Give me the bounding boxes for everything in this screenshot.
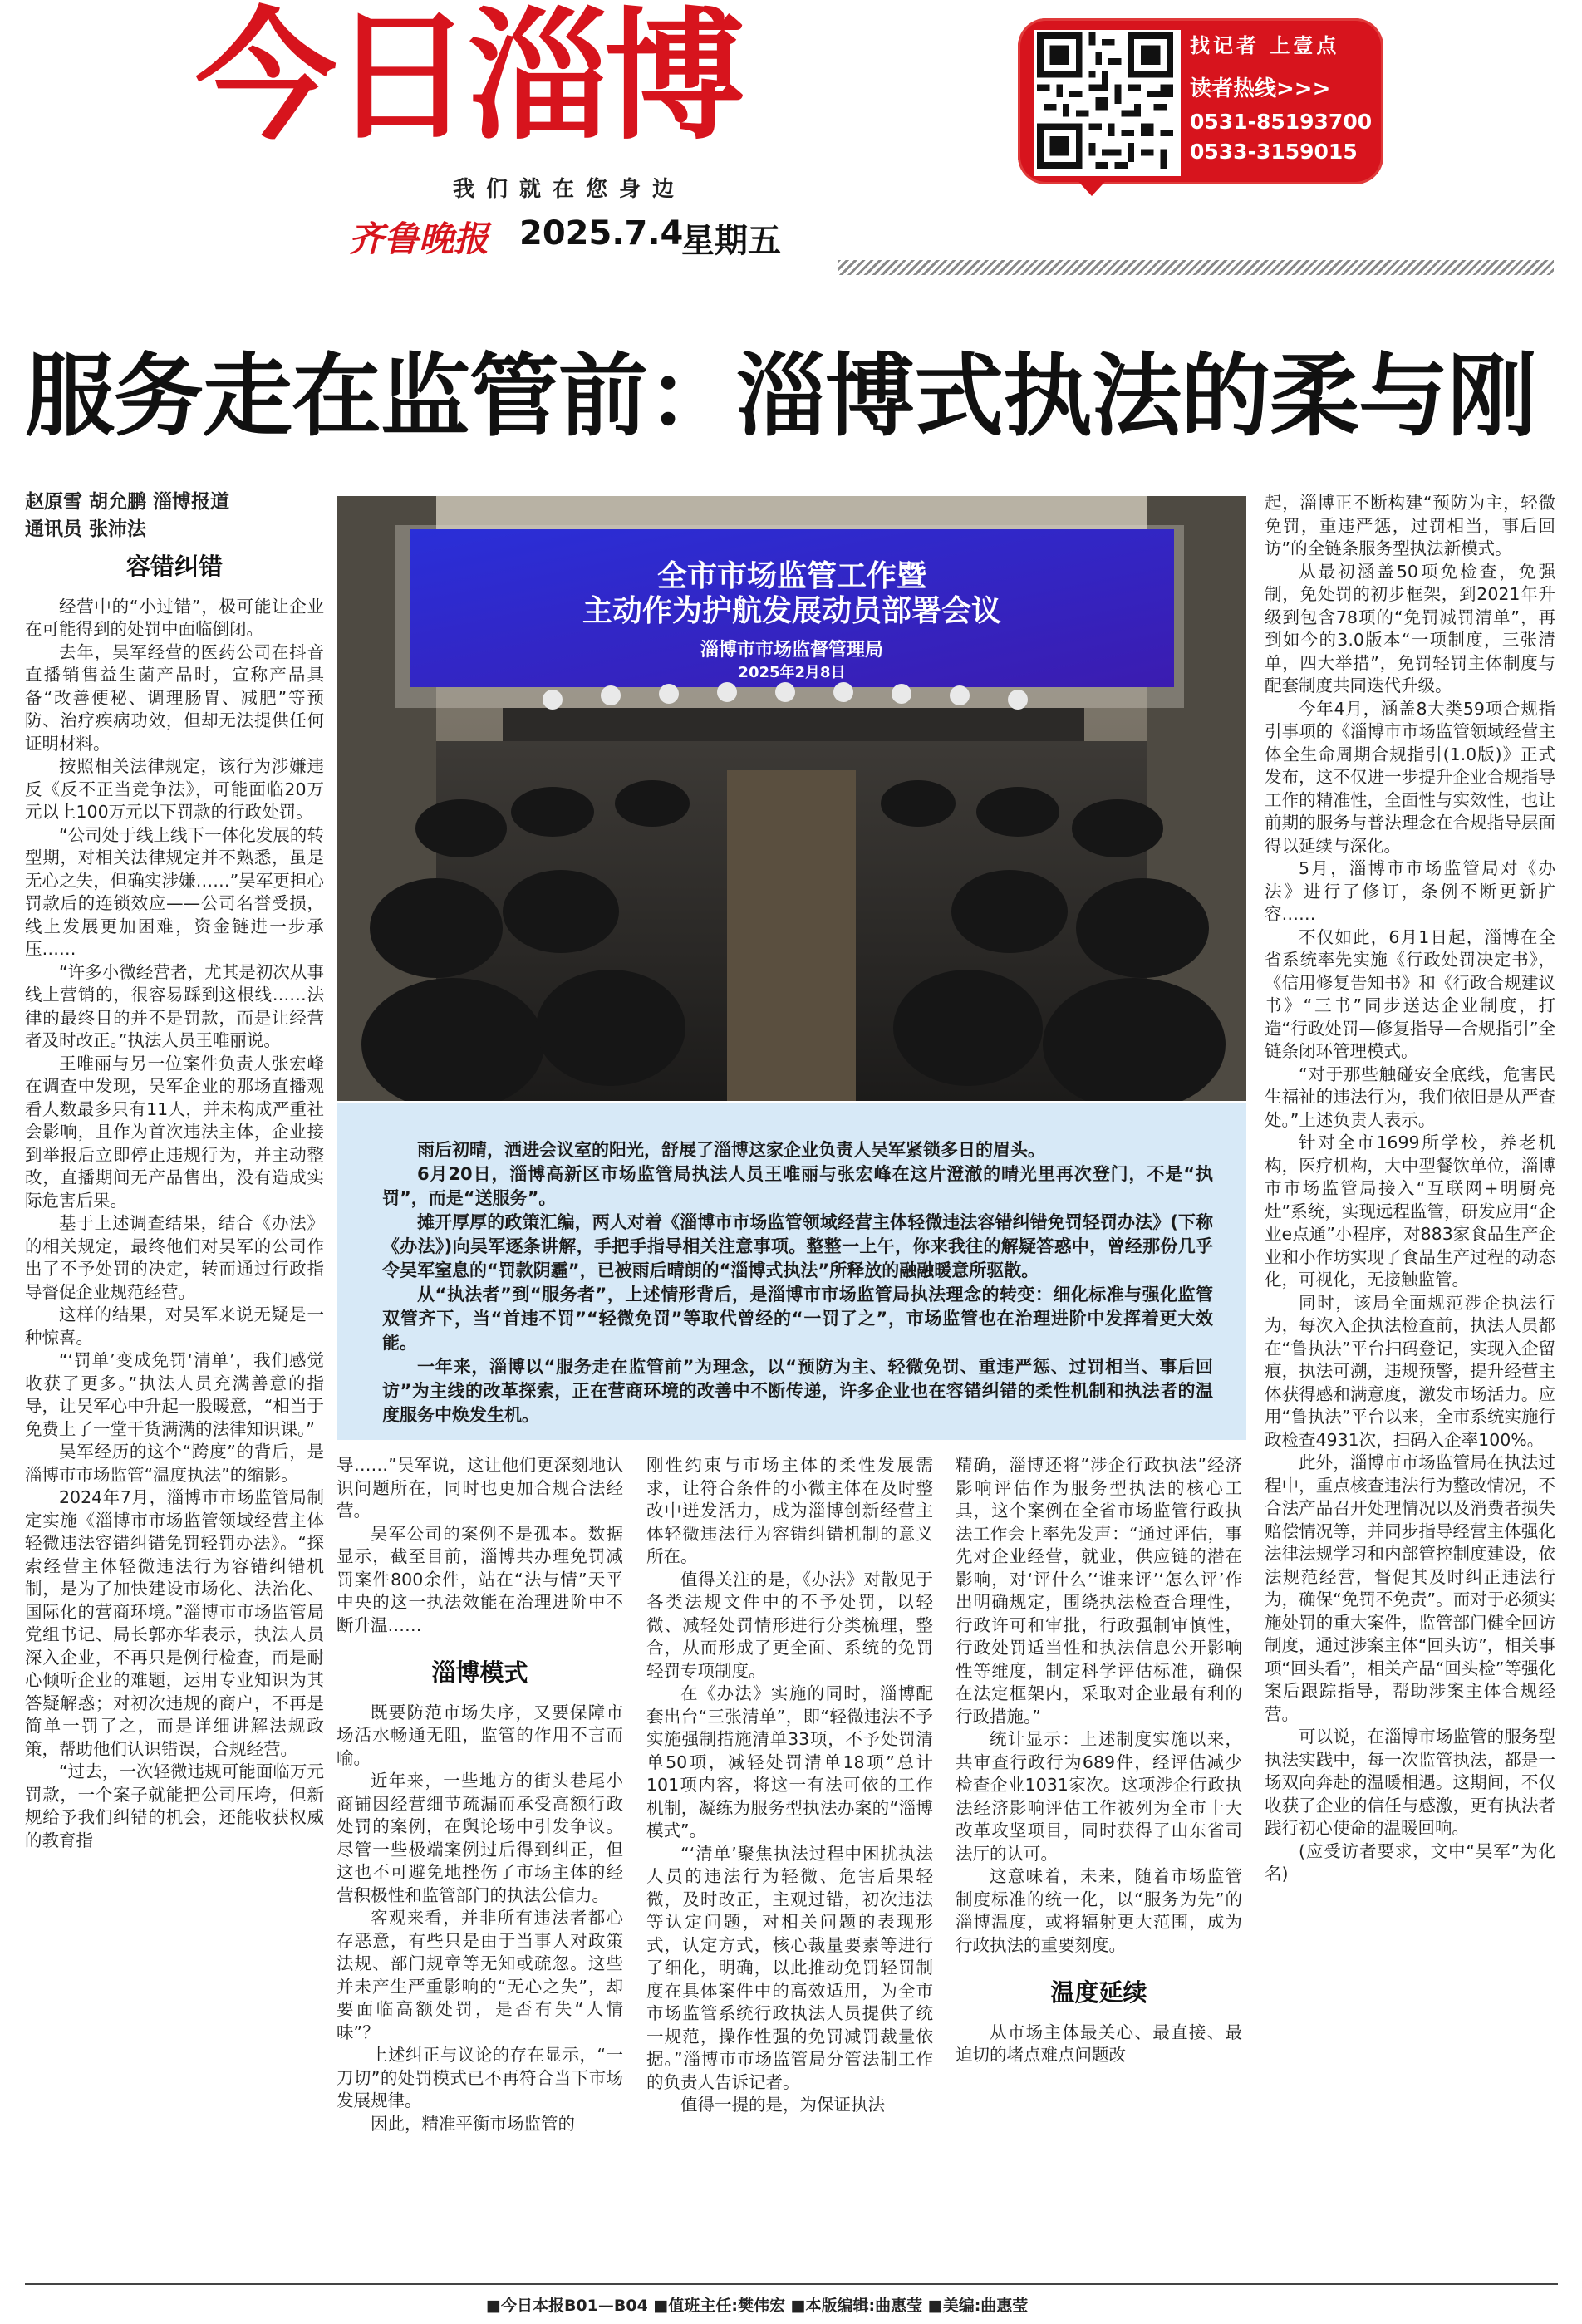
article-column-5 — [1265, 492, 1555, 1886]
paragraph: 吴军经历的这个“跨度”的背后，是淄博市市场监管“温度执法”的缩影。 — [25, 1442, 324, 1485]
paragraph: 5月，淄博市市场监管局对《办法》进行了修订，条例不断更新扩容…… — [1265, 858, 1555, 924]
decorative-hatch-bar — [838, 260, 1554, 275]
paragraph: “对于那些触碰安全底线，危害民生福祉的违法行为，我们依旧是从严查处。”上述负责人表示。 — [1265, 1064, 1555, 1130]
paragraph: 按照相关法律规定，该行为涉嫌违反《反不正当竞争法》，可能面临20万元以上100万元以下罚款的行政处罚。 — [25, 756, 324, 822]
section-subhead: 淄博模式 — [431, 1658, 528, 1687]
paragraph: 今年4月，涵盖8大类59项合规指引事项的《淄博市市场监管领域经营主体全生命周期合规指引(1.0版)》正式发布，这不仅进一步提升企业合规指导工作的精准性，全面性与实效性，也让前期的服务与普法理念在合规指导层面得以延续与深化。 — [1265, 698, 1555, 856]
article-column-3 — [646, 1454, 933, 2117]
qr-code-icon[interactable] — [1034, 30, 1181, 176]
meeting-photo — [337, 496, 1246, 1101]
intro-paragraph: 一年来，淄博以“服务走在监管前”为理念，以“预防为主、轻微免罚、重违严惩、过罚相当、事后回访”为主线的改革探索，正在营商环境的改善中不断传递，许多企业也在容错纠错的柔性机制和执法者的温度服务中焕发生机。 — [382, 1357, 1213, 1425]
paragraph: 针对全市1699所学校，养老机构，医疗机构，大中型餐饮单位，淄博市市场监管局接入“互联网+明厨亮灶”系统，实现远程监管，研发应用“企业e点通”小程序，对883家食品生产企业和小作坊实现了食品生产过程的动态化，可视化，无接触监管。 — [1265, 1133, 1555, 1290]
reader-hotline-label: 读者热线>>> — [1190, 76, 1331, 101]
paragraph: 可以说，在淄博市场监管的服务型执法实践中，每一次监管执法，都是一场双向奔赴的温暖相遇。这期间，不仅收获了企业的信任与感激，更有执法者践行初心使命的温暖回响。 — [1265, 1727, 1555, 1838]
paragraph: 经营中的“小过错”，极可能让企业在可能得到的处罚中面临倒闭。 — [25, 596, 324, 639]
photo-banner-line1: 全市市场监管工作暨 — [656, 559, 927, 593]
paragraph: 这意味着，未来，随着市场监管制度标准的统一化，以“服务为先”的淄博温度，或将辐射更大范围，成为行政执法的重要刻度。 — [956, 1866, 1242, 1955]
paragraph: 同时，该局全面规范涉企执法行为，每次入企执法检查前，执法人员都在“鲁执法”平台扫码登记，实现入企留痕，执法可溯，违规预警，提升经营主体获得感和满意度，激发市场活力。应用“鲁执法”平台以来，全市系统实施行政检查4931次，扫码入企率100%。 — [1265, 1292, 1555, 1450]
page-footer: ■今日本报B01—B04 ■值班主任:樊伟宏 ■本版编辑:曲惠莹 ■美编:曲惠莹 — [486, 2297, 1029, 2315]
paragraph: 2024年7月，淄博市市场监管局制定实施《淄博市市场监管领域经营主体轻微违法容错纠错免罚轻罚办法》。“探索经营主体轻微违法行为容错纠错机制，是为了加快建设市场化、法治化、国际化的营商环境。”淄博市市场监管局党组书记、局长郭亦华表示，执法人员深入企业，不再只是例行检查，而是耐心倾听企业的难题，运用专业知识为其答疑解惑；对初次违规的商户，不再是简单一罚了之，而是详细讲解法规政策，帮助他们认识错误，合规经营。 — [25, 1487, 324, 1759]
paper-name-logo: 齐鲁晚报 — [349, 219, 489, 259]
paragraph: “‘清单’聚焦执法过程中困扰执法人员的违法行为轻微、危害后果轻微，及时改正，主观过错，初次违法等认定问题，对相关问题的表现形式，认定方式，核心裁量要素等进行了细化，明确，以此推动免罚轻罚制度在具体案件中的高效适用，为全市市场监管系统行政执法人员提供了统一规范，操作性强的免罚减罚裁量依据。”淄博市市场监管局分管法制工作的负责人告诉记者。 — [646, 1843, 933, 2092]
section-subhead: 容错纠错 — [125, 553, 223, 581]
paragraph: “过去，一次轻微违规可能面临万元罚款，一个案子就能把公司压垮，但新规给予我们纠错的机会，还能收获权威的教育指 — [25, 1761, 324, 1850]
paragraph: 值得关注的是，《办法》对散见于各类法规文件中的不予处罚，以轻微、减轻处罚情形进行分类梳理，整合，从而形成了更全面、系统的免罚轻罚专项制度。 — [646, 1569, 933, 1681]
intro-paragraph: 雨后初晴，洒进会议室的阳光，舒展了淄博这家企业负责人吴军紧锁多日的眉头。 — [417, 1140, 1045, 1160]
paragraph: 导……”吴军说，这让他们更深刻地认识问题所在，同时也更加合规合法经营。 — [337, 1455, 623, 1521]
paragraph: 从市场主体最关心、最直接、最迫切的堵点难点问题改 — [956, 2022, 1242, 2065]
paragraph: 客观来看，并非所有违法者都心存恶意，有些只是由于当事人对政策法规、部门规章等无知或疏忽。这些并未产生严重影响的“无心之失”，却要面临高额处罚，是否有失“人情味”？ — [337, 1908, 623, 2042]
paragraph: “公司处于线上线下一体化发展的转型期，对相关法律规定并不熟悉，虽是无心之失，但确实涉嫌……”吴军更担心罚款后的连锁效应——公司名誉受损，线上发展更加困难，资金链进一步承压…… — [25, 824, 324, 959]
paragraph: 此外，淄博市市场监管局在执法过程中，重点核查违法行为整改情况，不合法产品召开处理情况以及消费者损失赔偿情况等，并同步指导经营主体强化法律法规学习和内部管控制度建设，依法规范经营，督促其及时纠正违法行为，确保“免罚不免责”。而对于必须实施处罚的重大案件，监管部门健全回访制度，通过涉案主体“回头访”，相关事项“回头看”，相关产品“回头检”等强化案后跟踪指导，帮助涉案主体合规经营。 — [1265, 1452, 1555, 1724]
hotline-box-tail — [1072, 174, 1112, 196]
paragraph: 刚性约束与市场主体的柔性发展需求，让符合条件的小微主体在及时整改中迸发活力，成为淄博创新经营主体轻微违法行为容错纠错机制的意义所在。 — [646, 1455, 933, 1566]
intro-paragraph: 摊开厚厚的政策汇编，两人对着《淄博市市场监管领域经营主体轻微违法容错纠错免罚轻罚办法》(下称《办法》)向吴军逐条讲解，手把手指导相关注意事项。整整一上午，你来我往的解疑答惑中，曾经那份几乎令吴军窒息的“罚款阴霾”，已被雨后晴朗的“淄博式执法”所释放的融融暖意所驱散。 — [382, 1212, 1213, 1280]
paragraph: 近年来，一些地方的街头巷尾小商铺因经营细节疏漏而承受高额行政处罚的案例，在舆论场中引发争议。尽管一些极端案例过后得到纠正，但这也不可避免地挫伤了市场主体的经营积极性和监管部门的执法公信力。 — [337, 1771, 623, 1905]
masthead-slogan: 我们就在您身边 — [453, 177, 686, 202]
article-column-4 — [956, 1454, 1242, 2067]
byline — [25, 489, 229, 543]
paragraph: 这样的结果，对吴军来说无疑是一种惊喜。 — [25, 1304, 324, 1348]
intro-text — [382, 1138, 1213, 1427]
hotline-phone-1[interactable]: 0531-85193700 — [1190, 110, 1373, 134]
paragraph: 基于上述调查结果，结合《办法》的相关规定，最终他们对吴军的公司作出了不予处罚的决定，转而通过行政指导督促企业规范经营。 — [25, 1213, 324, 1302]
masthead-logo: 今日淄博 — [195, 0, 741, 160]
article-column-2 — [337, 1454, 623, 2135]
paragraph: “‘罚单’变成免罚‘清单’，我们感觉收获了更多。”执法人员充满善意的指导，让吴军心中升起一股暖意，“相当于免费上了一堂干货满满的法律知识课。” — [25, 1350, 324, 1439]
paragraph: 在《办法》实施的同时，淄博配套出台“三张清单”，即“轻微违法不予实施强制措施清单33项，不予处罚清单50项，减轻处罚清单18项”总计101项内容，将这一有法可依的工作机制，凝练为服务型执法办案的“淄博模式”。 — [646, 1683, 933, 1840]
footer-rule — [25, 2283, 1558, 2285]
photo-banner-org: 淄博市市场监督管理局 — [700, 640, 884, 661]
issue-weekday: 星期五 — [681, 222, 781, 260]
section-subhead: 温度延续 — [1050, 1978, 1147, 2007]
paragraph: 上述纠正与议论的存在显示，“一刀切”的处罚模式已不再符合当下市场发展规律。 — [337, 2045, 623, 2110]
paragraph: 因此，精准平衡市场监管的 — [371, 2113, 575, 2134]
paragraph: 王唯丽与另一位案件负责人张宏峰在调查中发现，吴军企业的那场直播观看人数最多只有11人，并未构成严重社会影响，且作为首次违法主体，企业接到举报后立即停止违规行为，并主动整改，直播期间无产品售出，没有造成实际危害后果。 — [25, 1053, 324, 1211]
paragraph: (应受访者要求，文中“吴军”为化名) — [1265, 1840, 1555, 1884]
photo-banner-line2: 主动作为护航发展动员部署会议 — [582, 594, 1002, 628]
paragraph: 吴军公司的案例不是孤本。数据显示，截至目前，淄博共办理免罚减罚案件800余件，站在“法与情”天平中央的这一执法效能在治理进阶中不断升温…… — [337, 1523, 623, 1635]
intro-paragraph: 从“执法者”到“服务者”，上述情形背后，是淄博市市场监管局执法理念的转变：细化标准与强化监管双管齐下，当“首违不罚”“轻微免罚”等取代曾经的“一罚了之”，市场监管也在治理进阶中发挥着更大效能。 — [382, 1285, 1213, 1353]
intro-paragraph: 6月20日，淄博高新区市场监管局执法人员王唯丽与张宏峰在这片澄澈的晴光里再次登门，不是“执罚”，而是“送服务”。 — [382, 1164, 1213, 1208]
paragraph: 统计显示：上述制度实施以来，共审查行政行为689件，经评估减少检查企业1031家次。这项涉企行政执法经济影响评估工作被列为全市十大改革攻坚项目，同时获得了山东省司法厅的认可。 — [956, 1729, 1242, 1864]
article-column-1 — [25, 544, 324, 1852]
hotline-phone-2[interactable]: 0533-3159015 — [1190, 140, 1358, 164]
paragraph: 从最初涵盖50项免检查，免强制，免处罚的初步框架，到2021年升级到包含78项的“免罚减罚清单”，再到如今的3.0版本“一项制度，三张清单，四大举措”，免罚轻罚主体制度与配套制度共同迭代升级。 — [1265, 561, 1555, 695]
paragraph: 起，淄博正不断构建“预防为主，轻微免罚，重违严惩，过罚相当，事后回访”的全链条服务型执法新模式。 — [1265, 493, 1555, 558]
issue-date: 2025.7.4 — [519, 214, 684, 253]
byline-correspondent: 通讯员 张沛法 — [25, 518, 147, 540]
paragraph: 值得一提的是，为保证执法 — [680, 2095, 885, 2115]
paragraph: “许多小微经营者，尤其是初次从事线上营销的，很容易踩到这根线……法律的最终目的并不是罚款，而是让经营者及时改正。”执法人员王唯丽说。 — [25, 961, 324, 1050]
byline-reporters: 赵原雪 胡允鹏 淄博报道 — [25, 491, 230, 513]
photo-banner-date: 2025年2月8日 — [738, 664, 846, 681]
paragraph: 既要防范市场失序，又要保障市场活水畅通无阻，监管的作用不言而喻。 — [337, 1702, 623, 1768]
page-headline: 服务走在监管前：淄博式执法的柔与刚 — [25, 344, 1537, 449]
paragraph: 去年，吴军经营的医药公司在抖音直播销售益生菌产品时，宣称产品具备“改善便秘、调理肠胃、减肥”等预防、治疗疾病功效，但却无法提供任何证明材料。 — [25, 641, 324, 754]
paragraph: 精确，淄博还将“涉企行政执法”经济影响评估作为服务型执法的核心工具，这个案例在全省市场监管行政执法工作会上率先发声：“通过评估，事先对企业经营，就业，供应链的潜在影响，对‘评什么’‘谁来评’‘怎么评’作出明确规定，围绕执法检查合理性，行政许可和审批，行政强制审慎性，行政处罚适当性和执法信息公开影响性等维度，制定科学评估标准，确保在法定框架内，采取对企业最有利的行政措施。” — [956, 1455, 1242, 1727]
paragraph: 不仅如此，6月1日起，淄博在全省系统率先实施《行政处罚决定书》，《信用修复告知书》和《行政合规建议书》“三书”同步送达企业制度，打造“行政处罚—修复指导—合规指引”全链条闭环管理模式。 — [1265, 926, 1555, 1061]
find-reporter-label: 找记者 上壹点 — [1190, 34, 1340, 57]
